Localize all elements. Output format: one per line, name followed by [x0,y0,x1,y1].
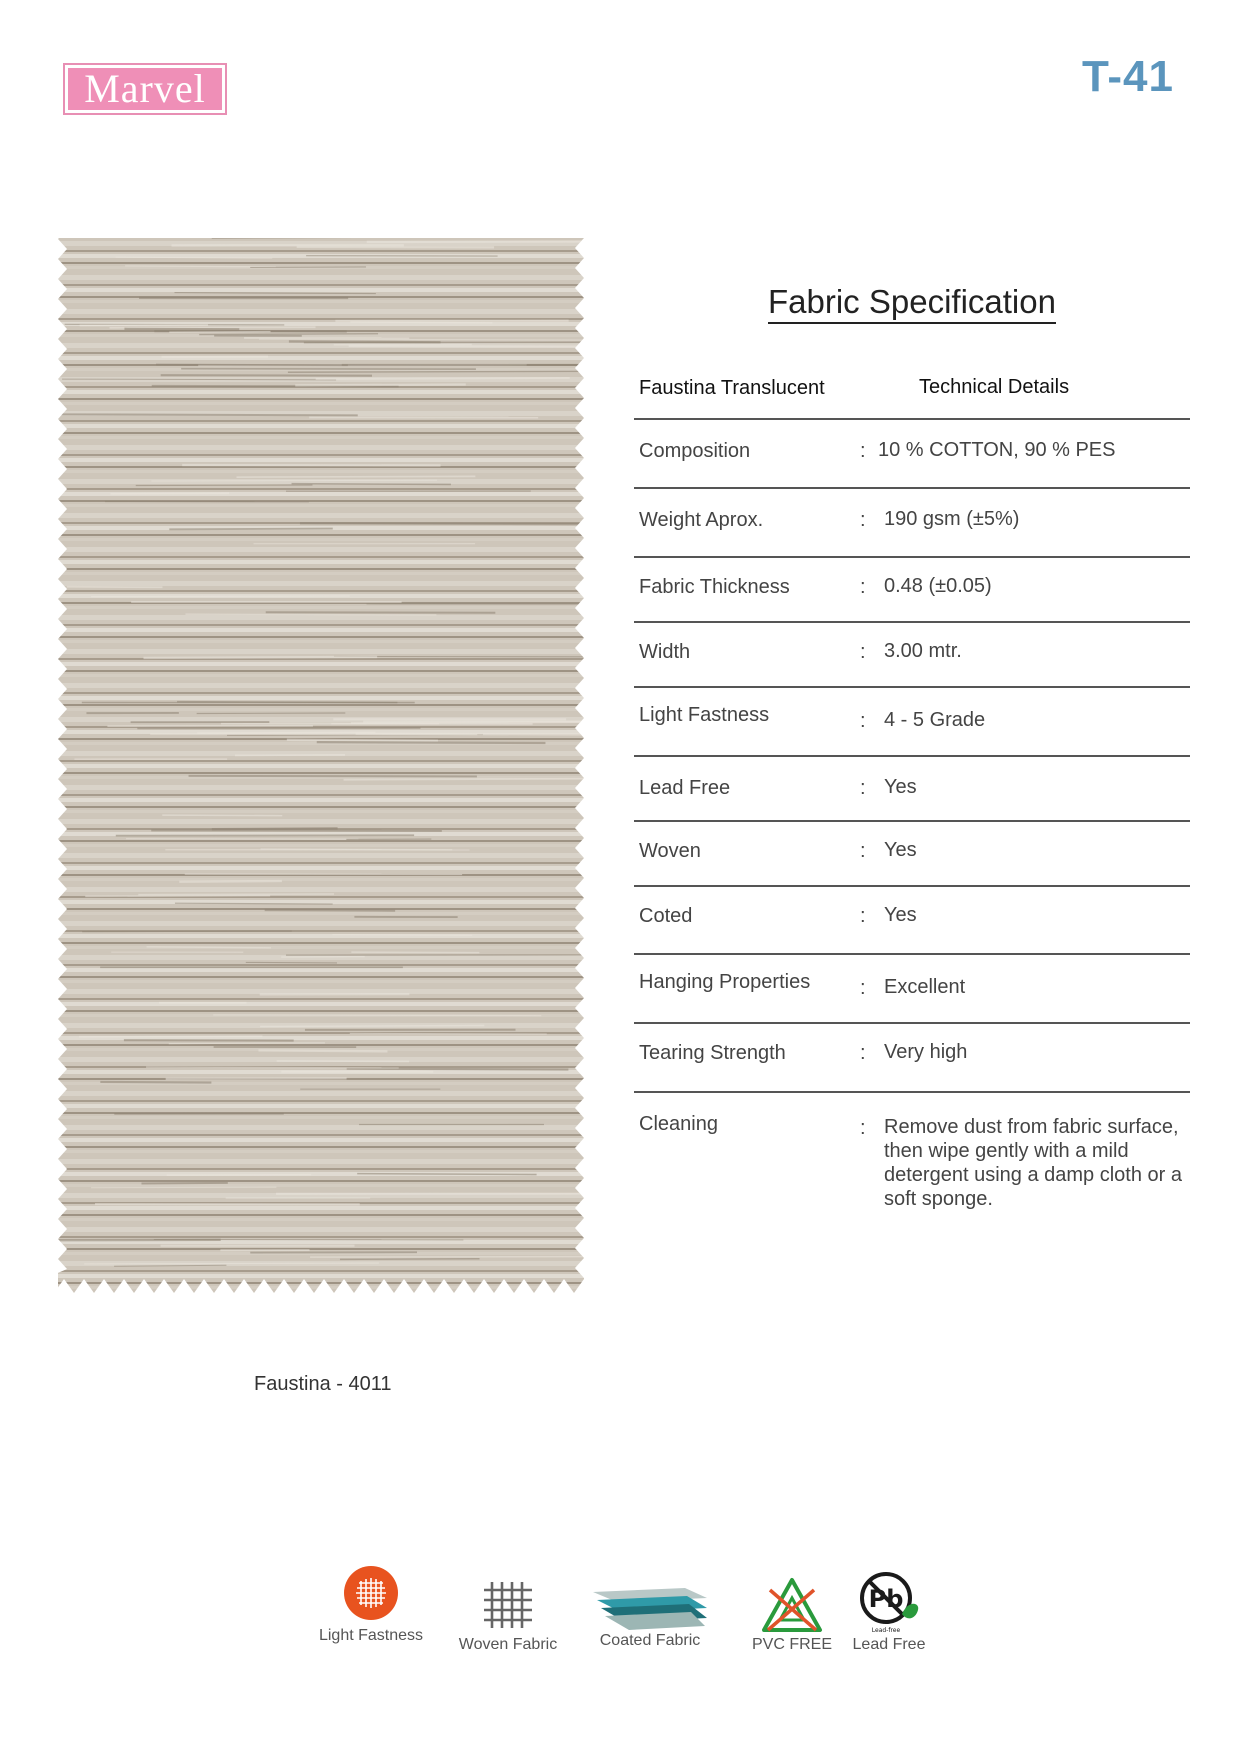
fabric-fiber [189,776,477,777]
feature-light-fastness [310,1565,432,1645]
spec-title-bold: Fabric [768,283,860,320]
spec-value: Very high [884,1041,968,1063]
spec-row [634,1024,1190,1093]
feature-label: Lead Free [852,1636,926,1653]
woven-fabric-icon [482,1580,534,1630]
fabric-fiber [167,1175,311,1176]
spec-value: 3.00 mtr. [884,640,962,662]
spec-colon: : [860,1042,866,1064]
fabric-swatch-image [58,238,584,1293]
brand-logo-text: Marvel [68,68,222,110]
fabric-fiber [367,241,584,242]
fabric-fiber [197,713,346,714]
fabric-fiber [288,371,584,372]
feature-label: Coated Fabric [599,1632,701,1649]
fabric-fiber [146,1067,399,1068]
feature-pvc-free [740,1576,844,1654]
spec-label: Tearing Strength [639,1042,786,1064]
fabric-fiber [156,364,348,365]
spec-row [634,757,1190,822]
spec-value: Remove dust from fabric surface, then wipe gently with a mild detergent using a damp cloth or a soft sponge. [884,1116,1182,1210]
fabric-fiber [179,881,282,882]
fabric-fiber [350,322,492,323]
fabric-fiber [162,815,282,816]
fabric-fiber [295,384,466,385]
fabric-fiber [317,742,546,743]
fabric-fiber [351,952,479,953]
swatch-caption: Faustina - 4011 [254,1373,392,1395]
fabric-fiber [265,910,395,911]
fabric-fiber [110,493,229,494]
feature-label: Light Fastness [318,1627,424,1644]
spec-row [634,955,1190,1024]
spec-colon: : [860,977,866,999]
spec-value: Excellent [884,976,966,998]
fabric-fiber [236,476,475,477]
fabric-fiber [143,657,377,658]
spec-colon: : [860,509,866,531]
spec-value: Yes [884,776,917,798]
fabric-fiber [138,894,334,895]
fabric-fiber [185,614,436,615]
fabric-fiber [281,957,364,958]
fabric-fiber [141,1183,227,1184]
fabric-fiber [169,1043,325,1044]
spec-colon: : [860,710,866,732]
spec-table [634,362,1190,1223]
spec-label: Coted [639,905,693,927]
fabric-fiber [197,732,375,733]
feature-lead-free [842,1570,936,1654]
fabric-fiber [266,612,496,613]
spec-label: Light Fastness [639,704,770,726]
lead-badge-symbol: Pb [868,1585,904,1613]
lead-badge-text: Lead-free [871,1627,901,1634]
spec-row [634,558,1190,623]
spec-value: 190 gsm (±5%) [884,508,1020,530]
fabric-fiber [59,414,358,415]
spec-colon: : [860,641,866,663]
fabric-fiber [340,1259,480,1260]
fabric-fiber [357,1174,536,1175]
fabric-fiber [350,1033,547,1034]
fabric-fiber [349,346,584,347]
fabric-fiber [91,1187,276,1188]
fabric-fiber [212,828,338,829]
spec-value: Yes [884,904,917,926]
fabric-fiber [199,334,378,335]
fabric-fiber [347,1069,569,1070]
spec-colon: : [860,576,866,598]
spec-row [634,420,1190,489]
fabric-fiber [169,529,332,530]
feature-woven-fabric [449,1580,567,1654]
spec-value: 10 % COTTON, 90 % PES [878,439,1116,461]
spec-label: Width [639,641,691,663]
spec-row [634,623,1190,688]
spec-colon: : [860,905,866,927]
fabric-fiber [332,935,472,936]
spec-colon: : [860,777,866,799]
fabric-fiber [150,734,477,735]
fabric-fiber [169,332,270,333]
fabric-fiber [316,378,570,379]
spec-value: 4 - 5 Grade [884,709,986,731]
fabric-fiber [161,375,372,376]
spec-colon: : [860,440,866,462]
feature-label: PVC FREE [751,1636,832,1653]
fabric-fiber [292,484,451,485]
fabric-fiber [151,830,442,831]
spec-label: Fabric Thickness [639,576,790,598]
spec-colon: : [860,1117,866,1139]
fabric-fiber [91,596,350,597]
product-name: Faustina Translucent [639,377,825,399]
fabric-fiber [258,1050,387,1051]
pvc-free-icon [760,1576,824,1634]
spec-row [634,489,1190,558]
brand-logo [63,63,227,115]
spec-colon: : [860,840,866,862]
technical-details-heading: Technical Details [919,376,1070,398]
light-fastness-icon [343,1565,399,1621]
spec-label: Hanging Properties [639,971,811,993]
fabric-fiber [100,1082,211,1083]
product-code: T-41 [1081,52,1174,101]
fabric-fiber [260,1026,484,1027]
fabric-fiber [235,755,345,756]
feature-label: Woven Fabric [458,1636,558,1653]
spec-row [634,1093,1190,1223]
fabric-fiber [300,523,584,524]
spec-label: Lead Free [639,777,731,799]
spec-value: 0.48 (±0.05) [884,575,992,597]
fabric-fiber [246,962,337,963]
spec-title [768,284,1056,324]
feature-coated-fabric [588,1586,712,1650]
spec-title-rest: Specification [868,283,1056,320]
fabric-fiber [351,722,584,723]
spec-table-header [634,362,1190,420]
fabric-fiber [85,896,270,897]
spec-label: Composition [639,440,751,462]
fabric-fiber [82,931,292,932]
fabric-fiber [287,740,438,741]
fabric-fiber [310,1257,584,1258]
spec-row [634,887,1190,955]
spec-row [634,688,1190,757]
spec-row [634,822,1190,887]
fabric-fiber [213,1015,541,1016]
fabric-fiber [166,1078,347,1079]
spec-label: Weight Aprox. [639,509,764,531]
fabric-fiber [344,779,584,780]
spec-value: Yes [884,839,917,861]
spec-label: Woven [639,840,701,862]
coated-fabric-icon [591,1586,709,1630]
lead-free-icon [856,1570,922,1634]
spec-label: Cleaning [639,1113,718,1135]
